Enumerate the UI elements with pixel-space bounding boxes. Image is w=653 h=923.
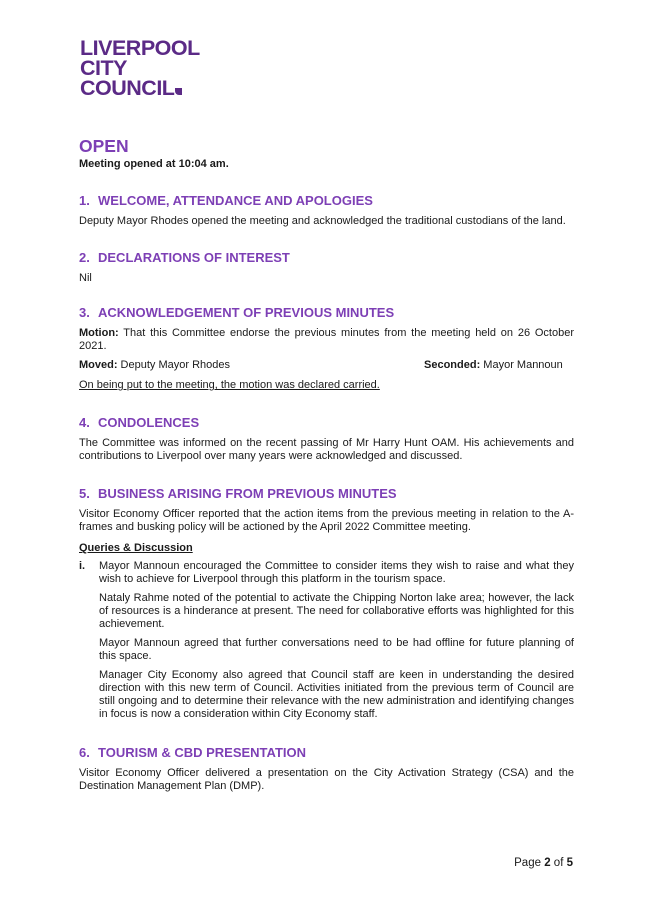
section-4-number: 4.: [79, 415, 90, 430]
section-6-title: TOURISM & CBD PRESENTATION: [98, 745, 307, 760]
page-footer: [514, 857, 573, 869]
section-5-body: Visitor Economy Officer reported that the action items from the previous meeting in relation to the A-frames and busking policy will be actioned by the April 2022 Committee meeting.: [79, 508, 574, 533]
section-4-heading: [79, 415, 574, 431]
logo-line-2: CITY: [80, 56, 127, 80]
section-2-body: Nil: [79, 272, 92, 284]
seconded-by: Mayor Mannoun: [480, 359, 563, 371]
section-3-title: ACKNOWLEDGEMENT OF PREVIOUS MINUTES: [98, 305, 395, 320]
page-label: Page: [514, 857, 545, 869]
open-heading: OPEN: [79, 136, 129, 156]
council-logo: [80, 38, 200, 98]
moved-by: Deputy Mayor Rhodes: [117, 359, 230, 371]
motion-text: [79, 327, 574, 353]
logo-line-3-text: COUNCIL: [80, 76, 175, 100]
section-5-title: BUSINESS ARISING FROM PREVIOUS MINUTES: [98, 486, 397, 501]
page-total: 5: [566, 857, 573, 869]
of-label: of: [550, 857, 567, 869]
moved-seconded-row: [79, 359, 574, 373]
section-6-heading: [79, 745, 574, 761]
section-3-heading: [79, 305, 574, 321]
section-2-title: DECLARATIONS OF INTEREST: [98, 250, 290, 265]
logo-line-3: [80, 78, 200, 98]
seconded-label: Seconded:: [424, 359, 481, 371]
section-1-number: 1.: [79, 193, 90, 208]
section-1-title: WELCOME, ATTENDANCE AND APOLOGIES: [98, 193, 373, 208]
section-4-title: CONDOLENCES: [98, 415, 200, 430]
motion-carried-text: On being put to the meeting, the motion was declared carried.: [79, 379, 380, 391]
discussion-paragraph-2: Nataly Rahme noted of the potential to activate the Chipping Norton lake area; however, the lack of resources is a hinderance at present. The need for collaborative efforts was highlighted for this achievement.: [99, 592, 574, 630]
motion-body: That this Committee endorse the previous minutes from the meeting held on 26 October 2021.: [79, 327, 574, 352]
motion-label: Motion:: [79, 327, 119, 339]
minutes-content: [79, 136, 574, 793]
section-6-number: 6.: [79, 745, 90, 760]
page-number: 2: [544, 857, 551, 869]
section-1-heading: [79, 193, 574, 209]
section-4-body: The Committee was informed on the recent passing of Mr Harry Hunt OAM. His achievements and contributions to Liverpool over many years were acknowledged and discussed.: [79, 437, 574, 462]
logo-dot-icon: [175, 88, 182, 95]
moved-label: Moved:: [79, 359, 118, 371]
seconded-text: [424, 359, 563, 372]
section-1-body: Deputy Mayor Rhodes opened the meeting and acknowledged the traditional custodians of the land.: [79, 215, 566, 227]
section-3-number: 3.: [79, 305, 90, 320]
logo-line-1: LIVERPOOL: [80, 36, 200, 60]
section-2-number: 2.: [79, 250, 90, 265]
discussion-paragraph-1: Mayor Mannoun encouraged the Committee to consider items they wish to raise and what they wish to achieve for Liverpool through this platform in the tourism space.: [99, 560, 574, 585]
section-5-number: 5.: [79, 486, 90, 501]
item-marker: i.: [79, 560, 86, 572]
discussion-paragraph-3: Mayor Mannoun agreed that further conversations need to be had offline for future planning of this space.: [99, 637, 574, 662]
discussion-paragraph-4: Manager City Economy also agreed that Council staff are keen in understanding the desired direction with this new term of Council. Activities initiated from the previous term of Council are still ongoing and to determine their relevance with the new administration and identifying changes in focus is now a consideration within City Economy staff.: [99, 669, 574, 720]
section-5-heading: [79, 486, 574, 502]
meeting-opened-text: Meeting opened at 10:04 am.: [79, 158, 229, 170]
moved-text: [79, 359, 230, 371]
section-2-heading: [79, 250, 574, 266]
discussion-item: [79, 560, 574, 721]
queries-discussion-heading: Queries & Discussion: [79, 542, 193, 554]
section-6-body: Visitor Economy Officer delivered a presentation on the City Activation Strategy (CSA) and the Destination Management Plan (DMP).: [79, 767, 574, 792]
